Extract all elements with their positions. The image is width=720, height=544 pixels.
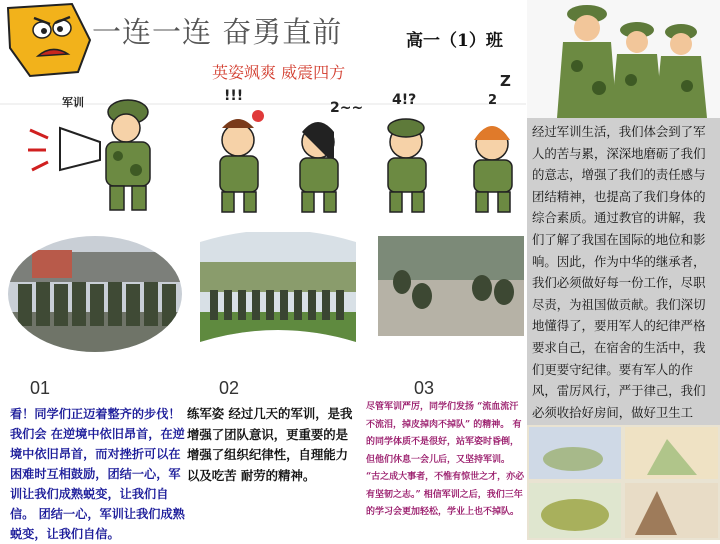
soldiers-illustration	[527, 0, 720, 118]
rest-photo	[378, 236, 524, 336]
page-subtitle: 英姿飒爽 威震四方	[212, 63, 346, 82]
marching-photo	[8, 232, 183, 356]
drawings-collage	[527, 425, 720, 540]
angry-face-icon	[8, 4, 90, 76]
svg-text:2: 2	[488, 93, 498, 108]
section-1-number: 01	[30, 378, 51, 398]
comic-sleep: Z	[500, 72, 511, 90]
comic-exclaim: !!!	[224, 88, 244, 104]
comic-sign-label: 军训	[62, 96, 84, 109]
section-2-number: 02	[219, 378, 240, 398]
comic-sigh: 2~~	[330, 100, 364, 116]
page-title: 一连一连 奋勇直前	[92, 15, 343, 49]
class-name: 高一（1）班	[406, 31, 503, 51]
section-3-text: 尽管军训严厉，同学们发扬 “流血流汗不流泪，掉皮掉肉不掉队” 的精神。 有的同学体质不是很好，站军姿时昏倒，但他们休息一会儿后，又坚持军训。 “古之成大事者，不惟有惊世之才，亦必有坚韧之志。” 相信军训之后，我们三年的学习会更加轻松，学业上也不掉队。	[366, 402, 525, 517]
section-2-text: 练军姿 经过几天的军训，是我增强了团队意识，更重要的是增强了组织纪律性，自理能力以及吃苦 耐劳的精神。	[187, 406, 353, 483]
drill-photo	[200, 232, 356, 352]
reflection-text: 经过军训生活，我们体会到了军人的苦与累，深深地磨砺了我们的意志，增强了我们的责任感与团结精神，也提高了我们身体的综合素质。通过教官的讲解，我们了解了我国在国际的地位和影响。因此，作为中华的继承者，我们必须做好每一份工作，尽职尽责，为祖国做贡献。我们深切地懂得了，要用军人的纪律严格要求自己，在宿舍的生活中，我们更要守纪律。要有军人的作风，雷厉风行，严于律己，我们必须收拾好房间，做好卫生工	[532, 124, 706, 420]
section-3-number: 03	[414, 378, 435, 398]
section-1-text: 看！同学们正迈着整齐的步伐！我们会 在逆境中依旧昂首，在逆境中依旧昂首，而对挫折可以在困难时互相鼓励，团结一心，军训让我们成熟蜕变，让我们自信。 团结一心，军训让我们成熟蜕变，让我们自信。	[10, 407, 185, 541]
comic-question: 4!?	[392, 92, 417, 108]
instructor-figure	[28, 100, 150, 210]
student-figures	[220, 110, 512, 212]
